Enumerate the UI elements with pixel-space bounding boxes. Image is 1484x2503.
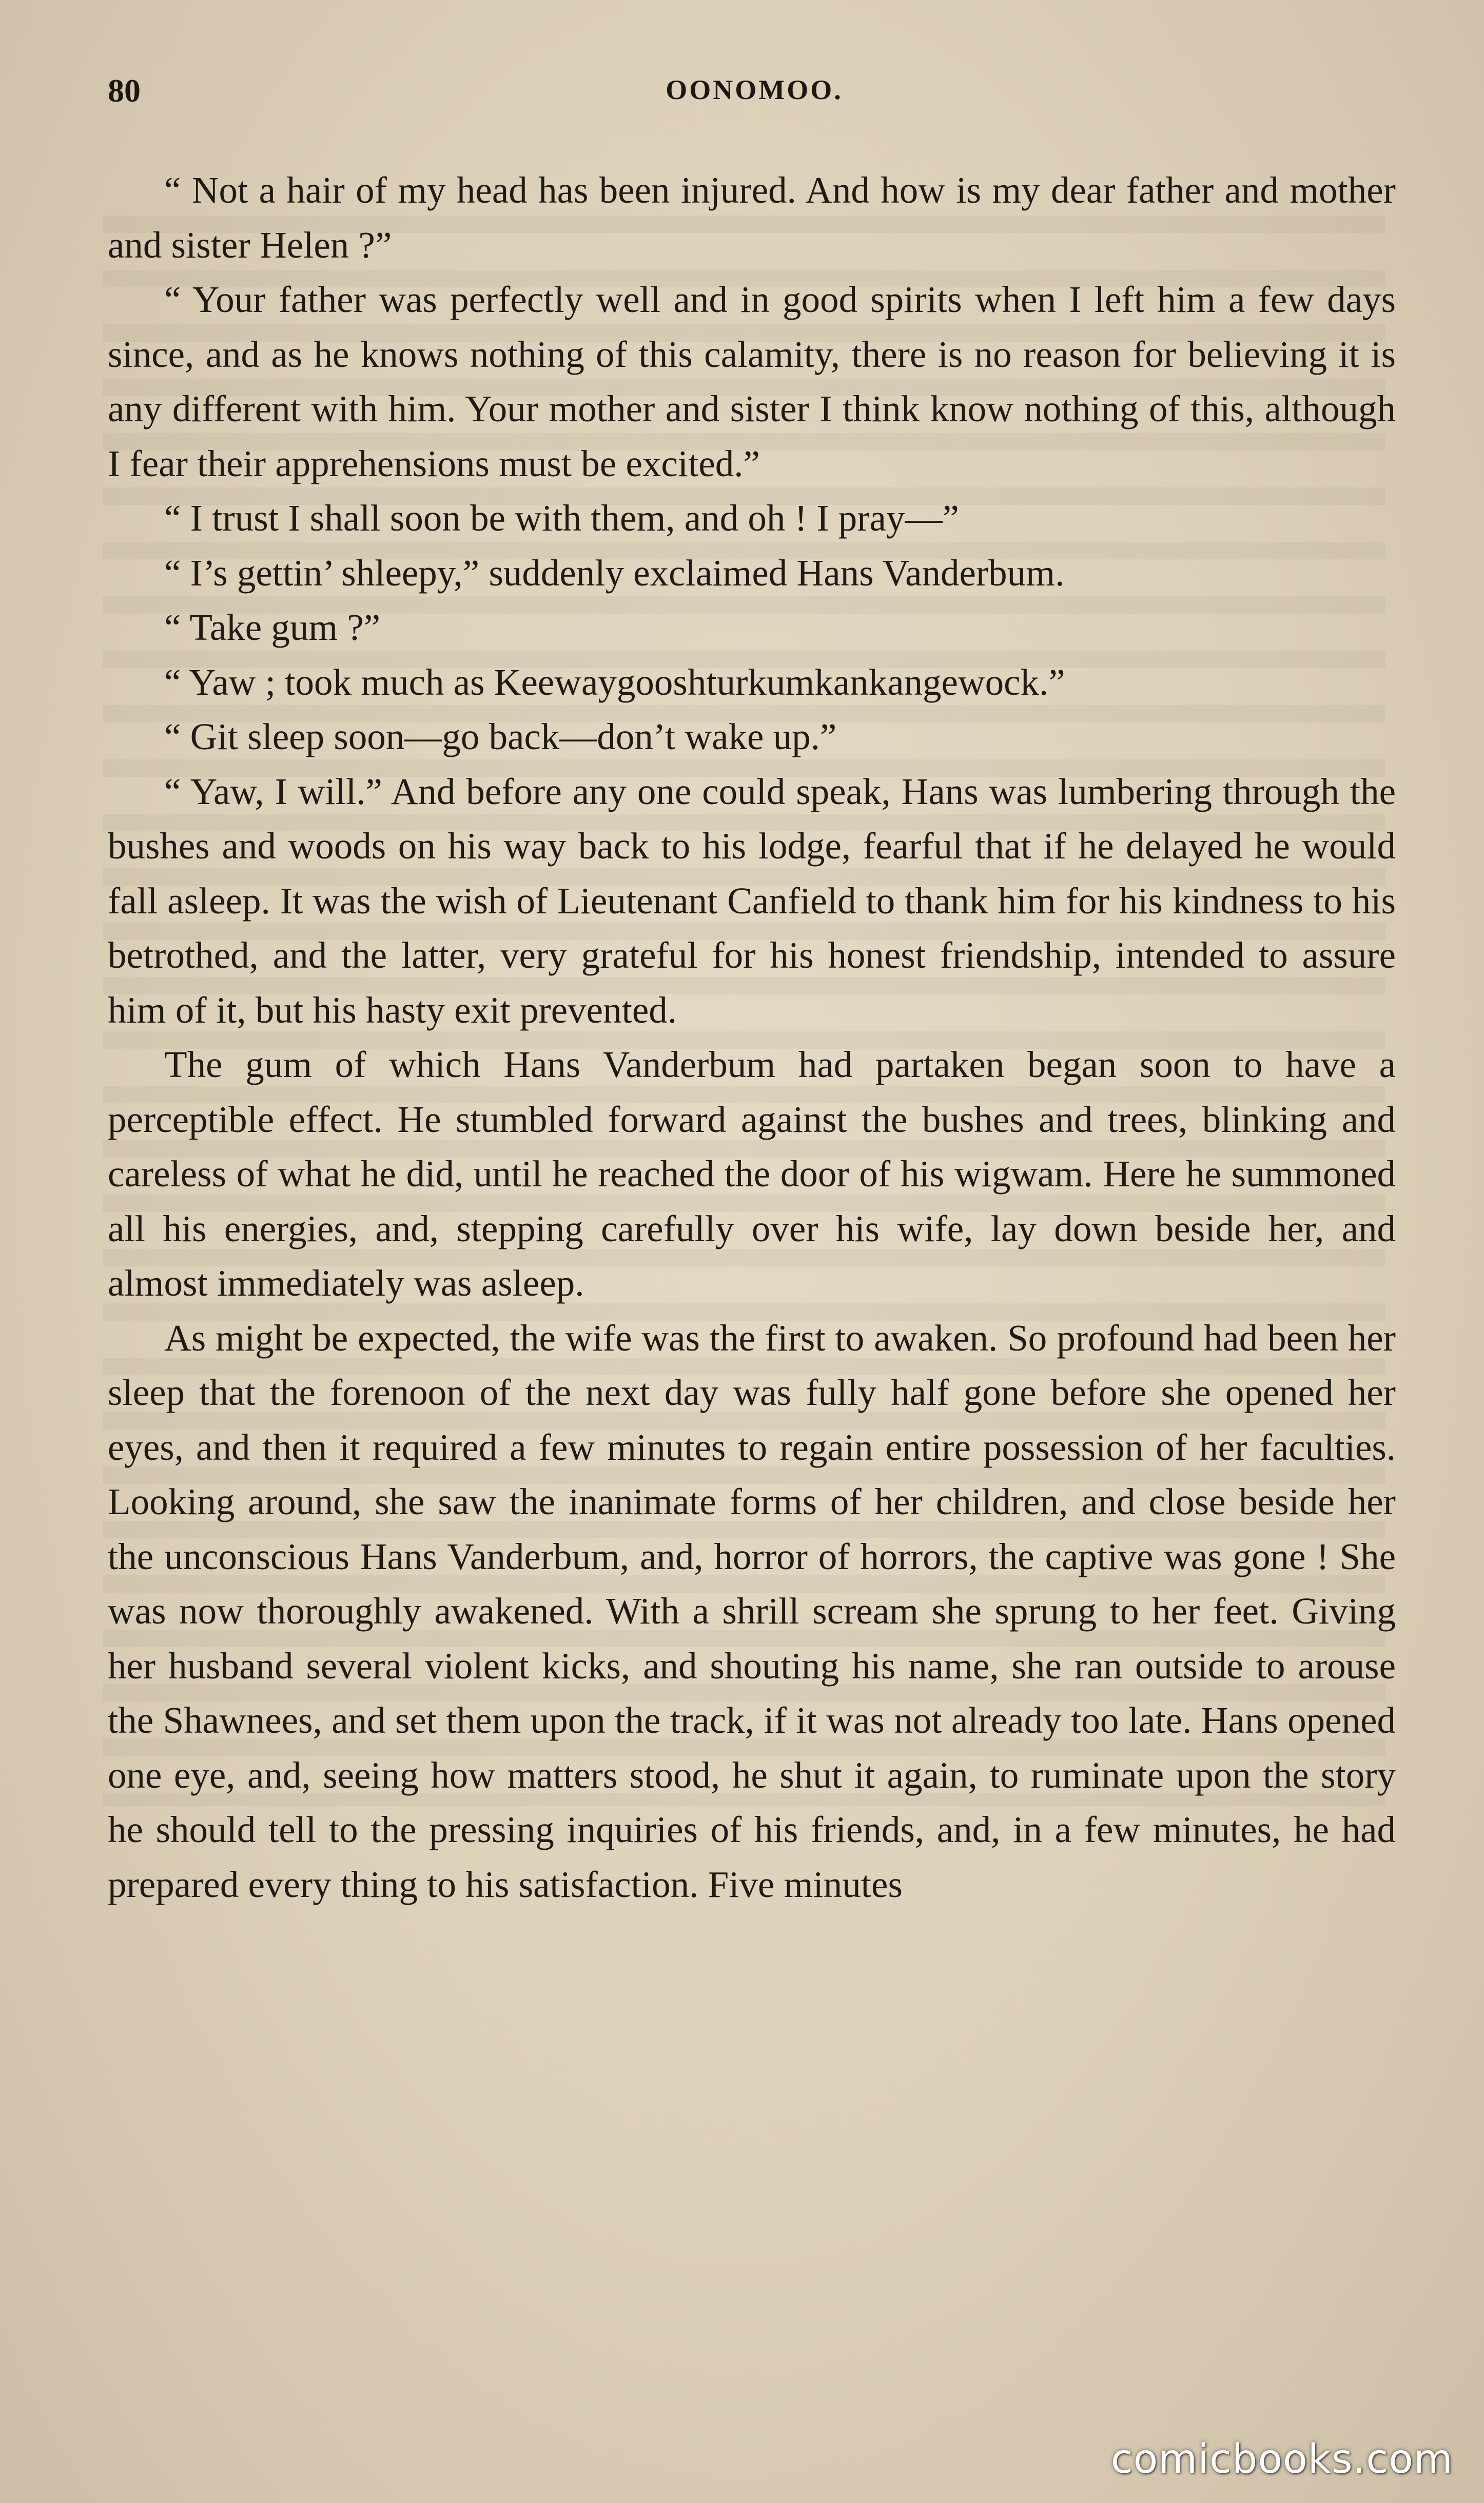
watermark: comicbooks.com: [1110, 2436, 1453, 2482]
paragraph: “ Yaw ; took much as Keewaygooshturkumkankangewock.”: [164, 661, 1065, 703]
paragraph: “ Take gum ?”: [164, 607, 381, 648]
paragraph: “ Your father was perfectly well and in good spirits when I left him a few days since, and as he knows nothing of this calamity, there is no reason for believing it is any different with him. Your mother and sister I think know nothing of this, although I fear their apprehensions must be excited.”: [108, 279, 1396, 484]
paragraph: “ I’s gettin’ shleepy,” suddenly exclaimed Hans Vanderbum.: [164, 552, 1065, 594]
page-number: 80: [108, 72, 141, 109]
paragraph: “ Git sleep soon—go back—don’t wake up.”: [164, 716, 837, 757]
paragraph: “ Yaw, I will.” And before any one could speak, Hans was lumbering through the bushes and woods on his way back to his lodge, fearful that if he delayed he would fall asleep. It was the wish of Lieutenant Canfield to thank him for his kindness to his betrothed, and the latter, very grateful for his honest friendship, intended to assure him of it, but his hasty exit prevented.: [108, 770, 1396, 1031]
paragraph: “ I trust I shall soon be with them, and oh ! I pray—”: [164, 497, 959, 539]
running-title: OONOMOO.: [666, 74, 843, 105]
paragraph: “ Not a hair of my head has been injured. And how is my dear father and mother and sister Helen ?”: [108, 169, 1396, 266]
page-header: [108, 67, 1401, 123]
paragraph: As might be expected, the wife was the first to awaken. So profound had been her sleep that the forenoon of the next day was fully half gone before she opened her eyes, and then it required a few minutes to regain entire possession of her faculties. Looking around, she saw the inanimate forms of her children, and close beside her the unconscious Hans Vanderbum, and, horror of horrors, the captive was gone ! She was now thoroughly awakened. With a shrill scream she sprung to her feet. Giving her husband several violent kicks, and shouting his name, she ran outside to arouse the Shawnees, and set them upon the track, if it was not already too late. Hans opened one eye, and, seeing how matters stood, he shut it again, to ruminate upon the story he should tell to the pressing inquiries of his friends, and, in a few minutes, he had prepared every thing to his satisfaction. Five minutes: [108, 1317, 1396, 1905]
body-text: [108, 163, 1396, 1912]
paragraph: The gum of which Hans Vanderbum had partaken began soon to have a perceptible effect. He stumbled forward against the bushes and trees, blinking and careless of what he did, until he reached the door of his wigwam. Here he summoned all his energies, and, stepping carefully over his wife, lay down beside her, and almost immediately was asleep.: [108, 1044, 1396, 1304]
